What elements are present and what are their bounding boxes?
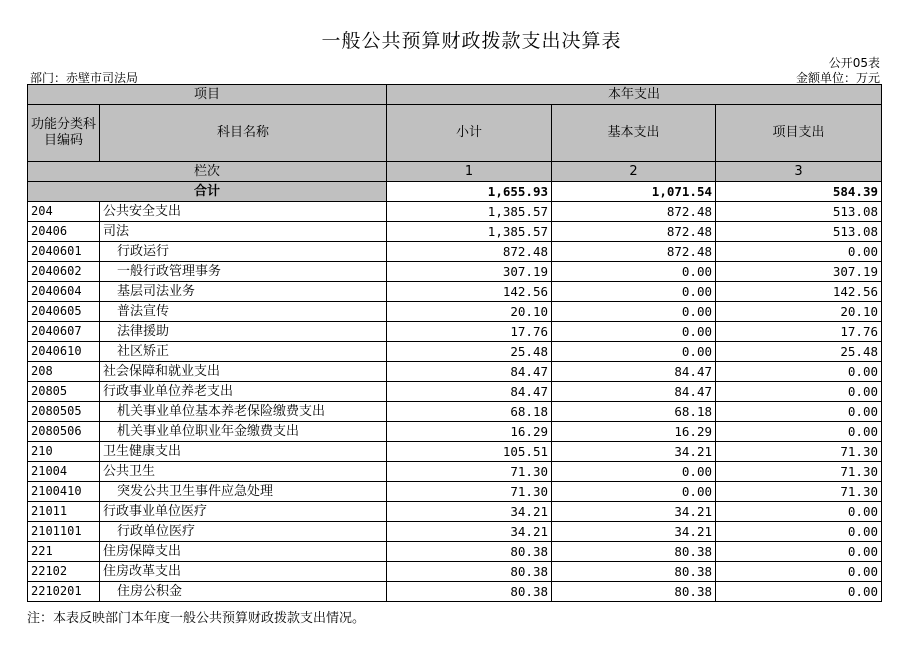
- row-name: 公共安全支出: [100, 202, 387, 222]
- row-project: 0.00: [716, 522, 882, 542]
- row-name: 一般行政管理事务: [100, 262, 387, 282]
- table-row: [28, 542, 882, 562]
- row-basic: 0.00: [552, 482, 716, 502]
- table-row: [28, 262, 882, 282]
- row-project: 0.00: [716, 242, 882, 262]
- row-subtotal: 16.29: [387, 422, 552, 442]
- table-row: [28, 502, 882, 522]
- table-row: [28, 462, 882, 482]
- header-subtotal: 小计: [387, 105, 552, 162]
- row-basic: 872.48: [552, 242, 716, 262]
- department-label: 部门：赤壁市司法局: [30, 71, 139, 85]
- row-project: 0.00: [716, 402, 882, 422]
- row-project: 20.10: [716, 302, 882, 322]
- total-project: 584.39: [716, 182, 882, 202]
- row-subtotal: 80.38: [387, 542, 552, 562]
- total-basic: 1,071.54: [552, 182, 716, 202]
- row-subtotal: 84.47: [387, 362, 552, 382]
- row-subtotal: 71.30: [387, 462, 552, 482]
- row-subtotal: 84.47: [387, 382, 552, 402]
- total-label: 合计: [28, 182, 387, 202]
- row-basic: 68.18: [552, 402, 716, 422]
- row-basic: 84.47: [552, 382, 716, 402]
- row-subtotal: 872.48: [387, 242, 552, 262]
- table-row: [28, 342, 882, 362]
- row-name: 突发公共卫生事件应急处理: [100, 482, 387, 502]
- row-name: 行政单位医疗: [100, 522, 387, 542]
- row-basic: 16.29: [552, 422, 716, 442]
- header-current-year: 本年支出: [387, 85, 882, 105]
- row-basic: 0.00: [552, 262, 716, 282]
- header-col3: 3: [716, 162, 882, 182]
- table-row: [28, 282, 882, 302]
- table-row: [28, 222, 882, 242]
- row-code: 2080506: [28, 422, 100, 442]
- row-code: 2040605: [28, 302, 100, 322]
- row-basic: 0.00: [552, 462, 716, 482]
- row-code: 22102: [28, 562, 100, 582]
- row-name: 司法: [100, 222, 387, 242]
- row-project: 307.19: [716, 262, 882, 282]
- row-code: 2100410: [28, 482, 100, 502]
- row-basic: 0.00: [552, 342, 716, 362]
- table-row: [28, 322, 882, 342]
- row-project: 0.00: [716, 502, 882, 522]
- row-code: 20805: [28, 382, 100, 402]
- header-func-code: 功能分类科目编码: [28, 105, 100, 162]
- row-project: 0.00: [716, 422, 882, 442]
- row-project: 0.00: [716, 382, 882, 402]
- unit-label: 金额单位：万元: [795, 71, 880, 85]
- row-code: 2210201: [28, 582, 100, 602]
- header-basic: 基本支出: [552, 105, 716, 162]
- row-basic: 0.00: [552, 302, 716, 322]
- row-code: 2040602: [28, 262, 100, 282]
- row-name: 法律援助: [100, 322, 387, 342]
- footnote: 注：本表反映部门本年度一般公共预算财政拨款支出情况。: [27, 611, 366, 626]
- table-row: [28, 362, 882, 382]
- table-row: [28, 302, 882, 322]
- row-name: 社区矫正: [100, 342, 387, 362]
- table-row: [28, 202, 882, 222]
- row-code: 2040610: [28, 342, 100, 362]
- row-code: 2101101: [28, 522, 100, 542]
- row-code: 2040607: [28, 322, 100, 342]
- table-row: [28, 482, 882, 502]
- row-project: 513.08: [716, 202, 882, 222]
- row-basic: 0.00: [552, 282, 716, 302]
- row-project: 142.56: [716, 282, 882, 302]
- row-subtotal: 68.18: [387, 402, 552, 422]
- row-project: 0.00: [716, 542, 882, 562]
- row-basic: 0.00: [552, 322, 716, 342]
- row-code: 2040601: [28, 242, 100, 262]
- row-code: 21011: [28, 502, 100, 522]
- header-column-no: 栏次: [28, 162, 387, 182]
- total-subtotal: 1,655.93: [387, 182, 552, 202]
- row-basic: 34.21: [552, 522, 716, 542]
- row-basic: 872.48: [552, 202, 716, 222]
- row-name: 住房保障支出: [100, 542, 387, 562]
- row-name: 住房改革支出: [100, 562, 387, 582]
- row-code: 208: [28, 362, 100, 382]
- row-subtotal: 71.30: [387, 482, 552, 502]
- table-row: [28, 422, 882, 442]
- total-row: [28, 182, 882, 202]
- table-row: [28, 382, 882, 402]
- page-title: 一般公共预算财政拨款支出决算表: [321, 30, 622, 52]
- row-subtotal: 80.38: [387, 562, 552, 582]
- row-basic: 34.21: [552, 442, 716, 462]
- row-name: 机关事业单位职业年金缴费支出: [100, 422, 387, 442]
- row-subtotal: 17.76: [387, 322, 552, 342]
- budget-table: [27, 84, 882, 602]
- row-project: 0.00: [716, 362, 882, 382]
- row-code: 204: [28, 202, 100, 222]
- row-name: 基层司法业务: [100, 282, 387, 302]
- table-body: [28, 202, 882, 602]
- table-row: [28, 402, 882, 422]
- row-name: 卫生健康支出: [100, 442, 387, 462]
- header-col1: 1: [387, 162, 552, 182]
- row-project: 17.76: [716, 322, 882, 342]
- row-basic: 80.38: [552, 582, 716, 602]
- row-project: 513.08: [716, 222, 882, 242]
- row-basic: 872.48: [552, 222, 716, 242]
- row-basic: 80.38: [552, 542, 716, 562]
- row-name: 社会保障和就业支出: [100, 362, 387, 382]
- row-subtotal: 25.48: [387, 342, 552, 362]
- row-name: 行政事业单位医疗: [100, 502, 387, 522]
- row-subtotal: 105.51: [387, 442, 552, 462]
- row-project: 71.30: [716, 442, 882, 462]
- row-project: 71.30: [716, 482, 882, 502]
- row-code: 221: [28, 542, 100, 562]
- row-code: 20406: [28, 222, 100, 242]
- row-project: 0.00: [716, 582, 882, 602]
- row-subtotal: 34.21: [387, 502, 552, 522]
- row-project: 0.00: [716, 562, 882, 582]
- row-name: 行政事业单位养老支出: [100, 382, 387, 402]
- table-row: [28, 442, 882, 462]
- row-code: 210: [28, 442, 100, 462]
- row-basic: 84.47: [552, 362, 716, 382]
- table-row: [28, 582, 882, 602]
- row-project: 25.48: [716, 342, 882, 362]
- row-code: 2040604: [28, 282, 100, 302]
- row-subtotal: 1,385.57: [387, 222, 552, 242]
- row-basic: 34.21: [552, 502, 716, 522]
- table-row: [28, 242, 882, 262]
- row-name: 公共卫生: [100, 462, 387, 482]
- row-code: 21004: [28, 462, 100, 482]
- row-name: 普法宣传: [100, 302, 387, 322]
- row-basic: 80.38: [552, 562, 716, 582]
- header-item: 项目: [28, 85, 387, 105]
- row-subtotal: 307.19: [387, 262, 552, 282]
- row-subtotal: 20.10: [387, 302, 552, 322]
- header-subject-name: 科目名称: [100, 105, 387, 162]
- header-project: 项目支出: [716, 105, 882, 162]
- row-subtotal: 34.21: [387, 522, 552, 542]
- row-name: 行政运行: [100, 242, 387, 262]
- table-row: [28, 562, 882, 582]
- row-name: 机关事业单位基本养老保险缴费支出: [100, 402, 387, 422]
- row-project: 71.30: [716, 462, 882, 482]
- row-subtotal: 142.56: [387, 282, 552, 302]
- header-col2: 2: [552, 162, 716, 182]
- table-row: [28, 522, 882, 542]
- row-subtotal: 80.38: [387, 582, 552, 602]
- row-subtotal: 1,385.57: [387, 202, 552, 222]
- row-name: 住房公积金: [100, 582, 387, 602]
- form-number: 公开05表: [828, 56, 880, 70]
- row-code: 2080505: [28, 402, 100, 422]
